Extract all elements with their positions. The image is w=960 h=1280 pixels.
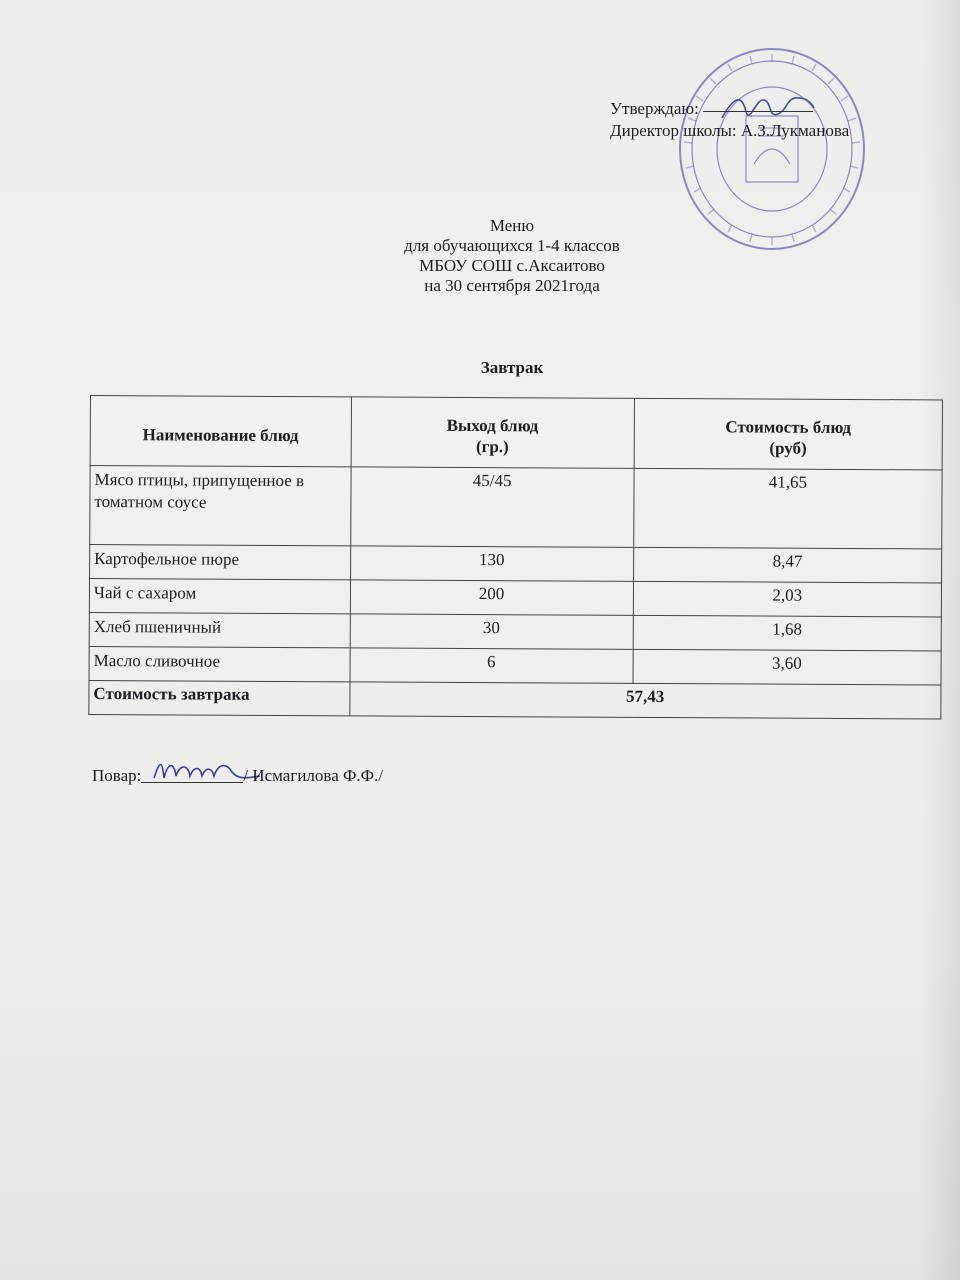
table-row: [89, 579, 941, 617]
dish-weight: 6: [350, 648, 633, 683]
title-line-1: Меню: [489, 216, 535, 235]
table-row: [90, 466, 942, 549]
dish-cost: 3,60: [633, 649, 941, 685]
dish-name: Чай с сахаром: [89, 579, 350, 614]
cook-line: [92, 766, 383, 786]
cook-name: / Исмагилова Ф.Ф./: [243, 766, 384, 785]
title-line-2: для обучающихся 1-4 классов: [404, 236, 620, 255]
total-label: Стоимость завтрака: [89, 680, 350, 715]
dish-name: Масло сливочное: [89, 646, 350, 681]
total-value: 57,43: [349, 682, 941, 719]
header-dish-name: Наименование блюд: [90, 396, 351, 467]
dish-name: Мясо птицы, припущенное в томатном соусе: [90, 466, 351, 546]
dish-weight: 200: [350, 580, 633, 615]
cook-signature-line: [141, 782, 243, 783]
title-line-4: на 30 сентября 2021года: [424, 276, 600, 295]
dish-weight: 130: [350, 546, 633, 581]
header-weight: Выход блюд (гр.): [351, 397, 635, 468]
director-signature-line: [703, 111, 813, 112]
dish-cost: 8,47: [633, 547, 941, 583]
dish-cost: 41,65: [633, 468, 942, 549]
dish-weight: 45/45: [350, 467, 634, 547]
meal-title: Завтрак: [480, 358, 544, 377]
dish-name: Картофельное пюре: [90, 545, 351, 580]
title-line-3: МБОУ СОШ с.Аксаитово: [419, 256, 605, 275]
total-row: [89, 680, 941, 718]
director-line: Директор школы: А.З.Лукманова: [610, 121, 850, 140]
document-title: [0, 216, 960, 296]
table-row: [90, 545, 942, 583]
table-row: [89, 612, 941, 650]
dish-cost: 2,03: [633, 581, 941, 617]
menu-table: [88, 395, 943, 719]
cook-label: Повар:: [92, 766, 142, 785]
approval-block: [610, 98, 849, 142]
dish-weight: 30: [350, 614, 633, 649]
dish-name: Хлеб пшеничный: [89, 612, 350, 647]
approve-line: [610, 98, 849, 120]
header-cost: Стоимость блюд (руб): [634, 398, 943, 470]
table-row: [89, 646, 941, 684]
table-header-row: [90, 396, 942, 470]
approve-word: Утверждаю:: [610, 99, 699, 118]
dish-cost: 1,68: [633, 615, 941, 651]
